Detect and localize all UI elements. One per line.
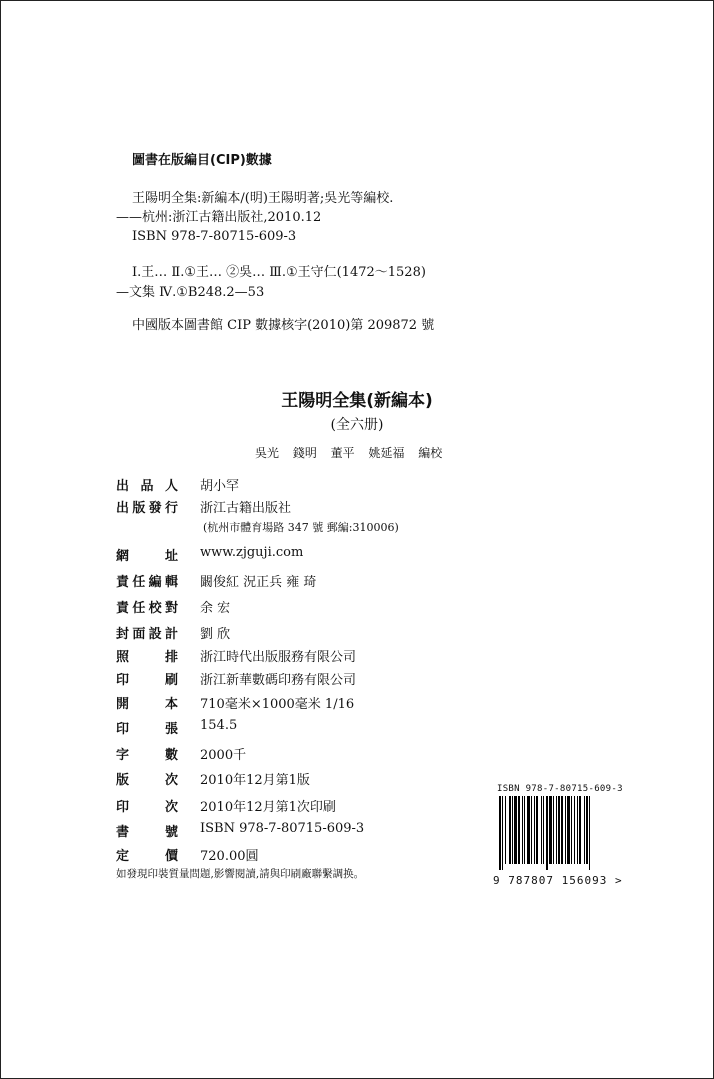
barcode-bar: [527, 796, 530, 864]
colophon-label: 封 面 設 計: [116, 627, 178, 642]
colophon-value: 劉 欣: [200, 627, 231, 642]
barcode-bar: [546, 796, 548, 870]
colophon-value: 154.5: [200, 718, 238, 733]
colophon-label: 書 號: [116, 825, 178, 840]
colophon-label: 版 次: [116, 773, 178, 788]
colophon-label: 責 任 校 對: [116, 601, 178, 616]
colophon-value: 2010年12月第1版: [200, 773, 310, 788]
colophon-label: 出 版 發 行: [116, 501, 178, 516]
barcode-isbn-label: ISBN 978-7-80715-609-3: [497, 784, 623, 794]
barcode-bar: [565, 796, 566, 864]
colophon-label: 字 數: [116, 748, 178, 763]
colophon-value: 浙江新華數碼印務有限公司: [200, 673, 357, 688]
barcode-bar: [589, 796, 590, 870]
colophon-value: ISBN 978-7-80715-609-3: [200, 821, 365, 836]
barcode-bar: [518, 796, 520, 864]
colophon-value: 720.00圓: [200, 849, 259, 864]
barcode-bar: [567, 796, 570, 864]
colophon-label: 印 次: [116, 800, 178, 815]
cip-line-3: ISBN 978-7-80715-609-3: [132, 229, 297, 244]
book-editors: 吳光 錢明 董平 姚延福 編校: [255, 446, 443, 460]
barcode-bar: [577, 796, 578, 864]
colophon-value: www.zjguji.com: [200, 545, 304, 560]
cip-line-4: Ⅰ.王… Ⅱ.①王… ②吳… Ⅲ.①王守仁(1472～1528): [132, 265, 426, 280]
barcode-bar: [549, 796, 552, 864]
barcode-bar: [509, 796, 511, 864]
barcode-bar: [558, 796, 560, 864]
colophon-label: 印 刷: [116, 673, 178, 688]
cip-line-1: 王陽明全集:新編本/(明)王陽明著;吳光等編校.: [132, 191, 394, 206]
colophon-label: 定 價: [116, 849, 178, 864]
barcode-bar: [505, 796, 506, 864]
cip-line-6: 中國版本圖書館 CIP 數據核字(2010)第 209872 號: [132, 318, 435, 333]
barcode-bar: [556, 796, 557, 864]
cip-line-2: ——杭州:浙江古籍出版社,2010.12: [116, 210, 322, 225]
cip-line-5: —文集 Ⅳ.①B248.2—53: [116, 285, 265, 300]
barcode-bar: [522, 796, 523, 864]
publisher-address: (杭州市體育場路 347 號 郵編:310006): [203, 521, 399, 534]
barcode-bar: [502, 796, 503, 870]
colophon-label: 責 任 編 輯: [116, 575, 178, 590]
book-title: 王陽明全集(新編本): [281, 391, 433, 411]
barcode-bar: [536, 796, 538, 864]
cip-heading: 圖書在版編目(CIP)數據: [132, 153, 272, 168]
barcode-bar: [499, 796, 501, 870]
barcode-bar: [524, 796, 525, 864]
colophon-value: 2000千: [200, 748, 247, 763]
barcode-bar: [512, 796, 513, 864]
barcode-bar: [579, 796, 581, 864]
quality-notice: 如發現印裝質量問題,影響閱讀,請與印刷廠聯繫調换。: [116, 868, 365, 880]
colophon-label: 開 本: [116, 697, 178, 712]
colophon-value: 浙江時代出版服務有限公司: [200, 650, 357, 665]
colophon-value: 浙江古籍出版社: [200, 501, 292, 516]
barcode-bar: [541, 796, 542, 864]
barcode-bar: [584, 796, 585, 864]
barcode-bar: [531, 796, 532, 864]
barcode-bar: [586, 796, 588, 864]
colophon-value: 闞俊紅 況正兵 雍 琦: [200, 575, 317, 590]
barcode-bar: [553, 796, 554, 864]
colophon-value: 2010年12月第1次印刷: [200, 800, 336, 815]
colophon-label: 出 品 人: [116, 479, 178, 494]
colophon-value: 余 宏: [200, 601, 231, 616]
barcode-block: [493, 784, 627, 887]
barcode-bar: [534, 796, 535, 864]
barcode-bar: [571, 796, 572, 864]
colophon-label: 網 址: [116, 549, 178, 564]
barcode-bar: [561, 796, 563, 864]
barcode-bar: [574, 796, 575, 864]
barcode-digits: 9 787807 156093 >: [493, 874, 623, 887]
barcode-bar: [543, 796, 544, 864]
barcode-bar: [514, 796, 517, 864]
colophon-value: 710毫米×1000毫米 1/16: [200, 697, 355, 712]
colophon-label: 照 排: [116, 650, 178, 665]
colophon-value: 胡小罕: [200, 479, 240, 494]
barcode-icon: [497, 794, 627, 870]
colophon-label: 印 張: [116, 722, 178, 737]
book-volumes: (全六册): [330, 417, 384, 433]
